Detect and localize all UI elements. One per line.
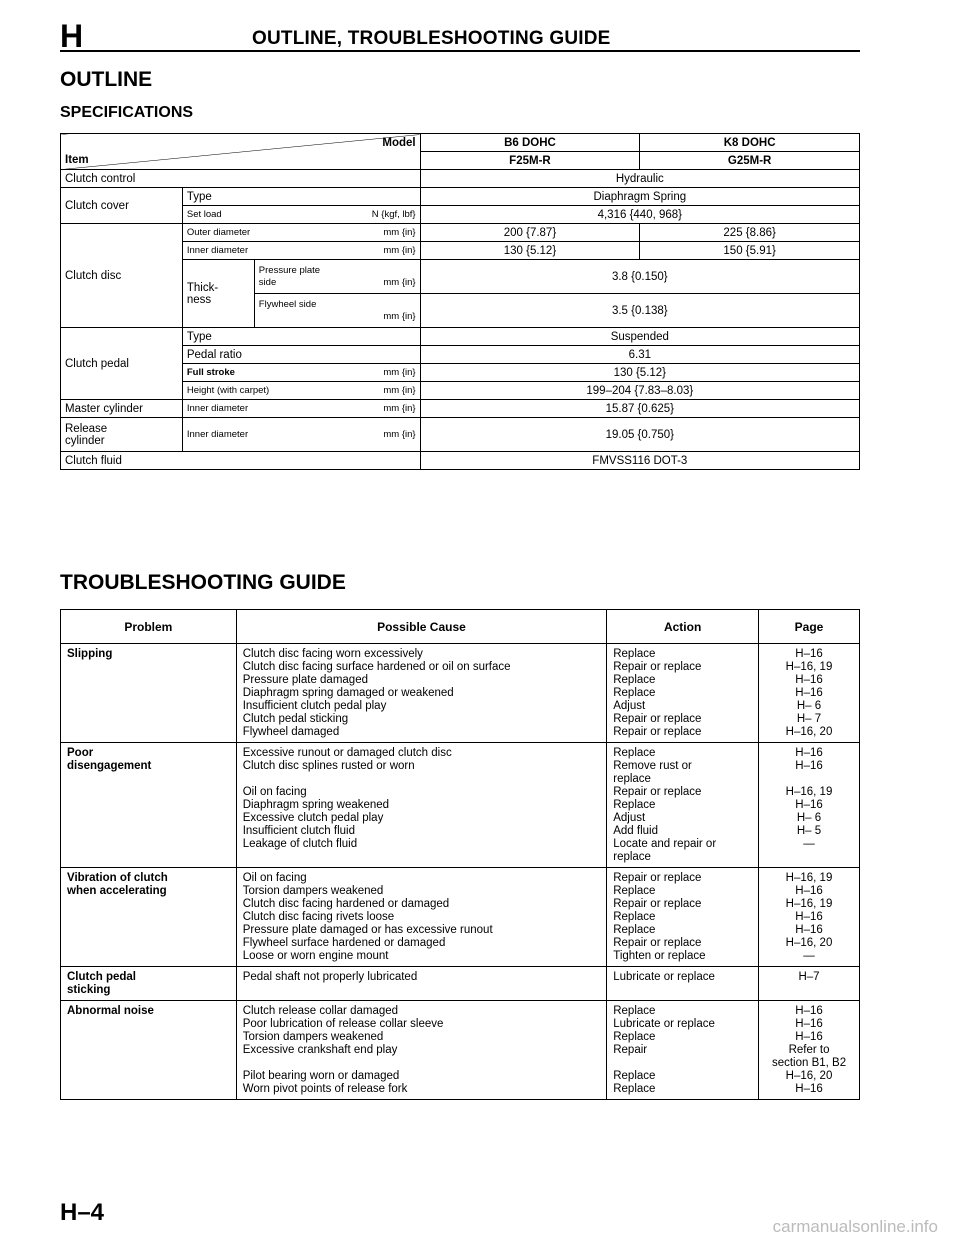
pressure-plate-value: 3.8 {0.150}	[420, 260, 859, 294]
section-letter: H	[60, 18, 84, 54]
inner-diameter-k8: 150 {5.91}	[640, 242, 860, 260]
pedal-type-value: Suspended	[420, 328, 859, 346]
problem-cell	[61, 743, 237, 868]
cell-line: Repair or replace	[613, 661, 702, 673]
cell-line: Replace	[613, 747, 656, 759]
outline-heading: OUTLINE	[60, 68, 153, 91]
outer-diameter-cell	[182, 224, 420, 242]
inner-diameter-cell	[182, 242, 420, 260]
cell-line: Loose or worn engine mount	[242, 950, 389, 962]
cell-line: Adjust	[613, 812, 646, 824]
thickness-label	[182, 260, 254, 328]
cell-line: Replace	[613, 1005, 656, 1017]
model-k8-trans: G25M-R	[640, 152, 860, 170]
cell-line: Replace	[613, 924, 656, 936]
cell-line: Clutch disc facing rivets loose	[242, 911, 395, 923]
cause-cell	[236, 644, 607, 743]
cell-line: —	[803, 838, 815, 850]
cell-line: H–16	[795, 674, 823, 686]
cell-line	[243, 773, 601, 786]
clutch-fluid-label: Clutch fluid	[61, 452, 421, 470]
cell-line: H–16	[795, 687, 823, 699]
pressure-plate-unit: mm {in}	[383, 276, 416, 288]
flywheel-side-cell	[254, 294, 420, 328]
cell-line: Abnormal noise	[67, 1005, 154, 1017]
cell-line: Replace	[613, 1070, 656, 1082]
cell-line: Replace	[613, 885, 656, 897]
full-stroke-label: Full stroke	[186, 366, 235, 378]
release-cylinder-sub-label: Inner diameter	[186, 428, 249, 440]
release-cylinder-unit: mm {in}	[383, 428, 416, 440]
full-stroke-unit: mm {in}	[383, 366, 416, 378]
master-cylinder-sub-label: Inner diameter	[186, 402, 249, 414]
cell-line: Diaphragm spring damaged or weakened	[242, 687, 454, 699]
cell-line: Pressure plate damaged or has excessive runout	[242, 924, 493, 936]
table-row	[61, 967, 860, 1001]
cell-line: sticking	[67, 984, 111, 996]
cell-line: Replace	[613, 1083, 656, 1095]
cell-line: H– 6	[796, 812, 822, 824]
full-stroke-value: 130 {5.12}	[420, 364, 859, 382]
cell-line: Remove rust or	[613, 760, 692, 772]
master-cylinder-value: 15.87 {0.625}	[420, 400, 859, 418]
cell-line: H–16, 19	[785, 661, 833, 673]
cell-line: Leakage of clutch fluid	[242, 838, 358, 850]
cell-line: Torsion dampers weakened	[242, 885, 384, 897]
cell-line: Worn pivot points of release fork	[242, 1083, 408, 1095]
cell-line: Pedal shaft not properly lubricated	[242, 971, 418, 983]
table-row	[61, 743, 860, 868]
cell-line: H–16	[795, 1018, 823, 1030]
cell-line: Excessive runout or damaged clutch disc	[242, 747, 452, 759]
cell-line: Clutch disc splines rusted or worn	[242, 760, 415, 772]
cell-line: Diaphragm spring weakened	[242, 799, 390, 811]
header-page: Page	[759, 610, 860, 644]
outer-diameter-k8: 225 {8.86}	[640, 224, 860, 242]
cell-line: when accelerating	[67, 885, 167, 897]
cell-line: Flywheel surface hardened or damaged	[242, 937, 446, 949]
release-cylinder-label	[61, 418, 183, 452]
problem-cell	[61, 1001, 237, 1100]
cell-line: Clutch release collar damaged	[242, 1005, 399, 1017]
cell-line: H–16	[795, 885, 823, 897]
cell-line: Slipping	[67, 648, 113, 660]
flywheel-side-unit: mm {in}	[383, 310, 416, 322]
cause-cell	[236, 967, 607, 1001]
cell-line: Oil on facing	[242, 786, 307, 798]
cell-line: Clutch pedal sticking	[242, 713, 349, 725]
master-cylinder-cell	[182, 400, 420, 418]
cell-line: Repair or replace	[613, 898, 702, 910]
cell-line: H–16	[795, 1083, 823, 1095]
model-k8-engine: K8 DOHC	[640, 134, 860, 152]
cell-line: replace	[613, 851, 651, 863]
cause-cell	[236, 868, 607, 967]
release-cylinder-value: 19.05 {0.750}	[420, 418, 859, 452]
cell-line: H– 7	[796, 713, 822, 725]
cell-line: Replace	[613, 687, 656, 699]
cell-line: Lubricate or replace	[613, 1018, 715, 1030]
cell-line: H–16, 20	[785, 726, 833, 738]
watermark: carmanualsonline.info	[772, 1217, 938, 1236]
cell-line	[243, 851, 601, 864]
clutch-disc-label: Clutch disc	[61, 224, 183, 328]
cell-line: Pressure plate damaged	[242, 674, 368, 686]
cell-line: H–7	[798, 971, 820, 983]
clutch-cover-type-label: Type	[182, 188, 420, 206]
model-label: Model	[382, 137, 416, 149]
master-cylinder-unit: mm {in}	[383, 402, 416, 414]
action-cell	[607, 1001, 759, 1100]
thickness-label-line-2: ness	[186, 293, 212, 306]
cell-line: H–16, 20	[785, 1070, 833, 1082]
cell-line: Excessive clutch pedal play	[242, 812, 384, 824]
cell-line: Clutch disc facing worn excessively	[242, 648, 423, 660]
cell-line: Poor	[67, 747, 94, 759]
page-cell	[759, 868, 860, 967]
pedal-height-value: 199–204 {7.83–8.03}	[420, 382, 859, 400]
page-number: H–4	[60, 1199, 105, 1226]
flywheel-side-label: Flywheel side	[258, 298, 317, 310]
clutch-cover-label: Clutch cover	[61, 188, 183, 224]
table-row	[61, 1001, 860, 1100]
cell-line: Replace	[613, 1031, 656, 1043]
page-cell	[759, 967, 860, 1001]
cell-line: H–16	[795, 911, 823, 923]
cell-line: —	[803, 950, 815, 962]
cell-line: Clutch pedal	[67, 971, 137, 983]
spec-header-diagonal-cell	[61, 134, 421, 170]
cell-line: Repair or replace	[613, 786, 702, 798]
release-cylinder-cell	[182, 418, 420, 452]
item-label: Item	[65, 154, 89, 166]
page-header	[60, 18, 860, 54]
model-b6-engine: B6 DOHC	[420, 134, 640, 152]
cell-line: Pilot bearing worn or damaged	[242, 1070, 400, 1082]
cell-line: Insufficient clutch pedal play	[242, 700, 387, 712]
release-cylinder-label-1: Release	[65, 422, 108, 435]
pedal-height-cell	[182, 382, 420, 400]
cell-line: H–16, 19	[785, 898, 833, 910]
cell-line: Repair or replace	[613, 726, 702, 738]
cell-line: H–16	[795, 924, 823, 936]
problem-cell	[61, 967, 237, 1001]
clutch-fluid-value: FMVSS116 DOT-3	[420, 452, 859, 470]
cell-line: Replace	[613, 674, 656, 686]
pressure-plate-cell	[254, 260, 420, 294]
outer-diameter-unit: mm {in}	[383, 226, 416, 238]
cell-line: H–16, 20	[785, 937, 833, 949]
cell-line: Poor lubrication of release collar sleeve	[242, 1018, 444, 1030]
inner-diameter-b6: 130 {5.12}	[420, 242, 640, 260]
setload-label-cell	[182, 206, 420, 224]
cell-line: Excessive crankshaft end play	[242, 1044, 398, 1056]
cell-line: H–16	[795, 1005, 823, 1017]
page-cell	[759, 1001, 860, 1100]
header-action: Action	[607, 610, 759, 644]
action-cell	[607, 868, 759, 967]
cell-line: Adjust	[613, 700, 646, 712]
cell-line: Replace	[613, 648, 656, 660]
flywheel-side-value: 3.5 {0.138}	[420, 294, 859, 328]
inner-diameter-label: Inner diameter	[186, 244, 249, 256]
cell-line: Repair or replace	[613, 713, 702, 725]
cell-line: H– 5	[796, 825, 822, 837]
cell-line: Oil on facing	[242, 872, 307, 884]
cell-line: H–16, 19	[785, 872, 833, 884]
cell-line: section B1, B2	[771, 1057, 847, 1069]
page-cell	[759, 743, 860, 868]
pressure-plate-label-1: Pressure plate	[258, 264, 321, 276]
setload-label: Set load	[186, 208, 222, 220]
cell-line: Repair or replace	[613, 937, 702, 949]
cell-line: Locate and repair or	[613, 838, 717, 850]
header-title: OUTLINE, TROUBLESHOOTING GUIDE	[252, 28, 611, 49]
cell-line: Repair	[613, 1044, 648, 1056]
cause-cell	[236, 743, 607, 868]
pedal-height-unit: mm {in}	[383, 384, 416, 396]
header-problem: Problem	[61, 610, 237, 644]
cell-line: Lubricate or replace	[613, 971, 715, 983]
cell-line	[765, 773, 853, 786]
pedal-ratio-label: Pedal ratio	[182, 346, 420, 364]
troubleshooting-heading: TROUBLESHOOTING GUIDE	[60, 571, 346, 594]
cell-line: Clutch disc facing surface hardened or oil on surface	[242, 661, 511, 673]
specifications-table	[60, 133, 860, 470]
release-cylinder-label-2: cylinder	[65, 434, 105, 447]
cell-line: replace	[613, 773, 651, 785]
cell-line	[243, 1057, 601, 1070]
cell-line: Repair or replace	[613, 872, 702, 884]
cause-cell	[236, 1001, 607, 1100]
cell-line: Replace	[613, 799, 656, 811]
cell-line: Refer to	[788, 1044, 830, 1056]
cell-line: H–16, 19	[785, 786, 833, 798]
header-possible-cause: Possible Cause	[236, 610, 607, 644]
outer-diameter-b6: 200 {7.87}	[420, 224, 640, 242]
cell-line: disengagement	[67, 760, 152, 772]
cell-line: Vibration of clutch	[67, 872, 168, 884]
clutch-cover-type-value: Diaphragm Spring	[420, 188, 859, 206]
pedal-ratio-value: 6.31	[420, 346, 859, 364]
model-b6-trans: F25M-R	[420, 152, 640, 170]
cell-line: H–16	[795, 760, 823, 772]
table-row	[61, 868, 860, 967]
clutch-control-value: Hydraulic	[420, 170, 859, 188]
cell-line: Flywheel damaged	[242, 726, 340, 738]
cell-line: H–16	[795, 648, 823, 660]
setload-unit: N {kgf, lbf}	[371, 208, 416, 220]
cell-line: Add fluid	[613, 825, 658, 837]
outer-diameter-label: Outer diameter	[186, 226, 251, 238]
troubleshooting-table	[60, 609, 860, 1100]
master-cylinder-label: Master cylinder	[61, 400, 183, 418]
inner-diameter-unit: mm {in}	[383, 244, 416, 256]
cell-line: H–16	[795, 1031, 823, 1043]
cell-line	[613, 1057, 752, 1070]
cell-line: Replace	[613, 911, 656, 923]
problem-cell	[61, 644, 237, 743]
pedal-type-label: Type	[182, 328, 420, 346]
action-cell	[607, 743, 759, 868]
specifications-heading: SPECIFICATIONS	[60, 104, 194, 121]
cell-line: H– 6	[796, 700, 822, 712]
cell-line: H–16	[795, 747, 823, 759]
page-cell	[759, 644, 860, 743]
thickness-label-line-1: Thick-	[186, 281, 219, 294]
full-stroke-cell	[182, 364, 420, 382]
clutch-control-label: Clutch control	[61, 170, 421, 188]
cell-line: Clutch disc facing hardened or damaged	[242, 898, 450, 910]
pedal-height-label: Height (with carpet)	[186, 384, 270, 396]
pressure-plate-label-2: side	[258, 276, 277, 288]
action-cell	[607, 644, 759, 743]
table-row	[61, 644, 860, 743]
cell-line: Tighten or replace	[613, 950, 706, 962]
cell-line: Insufficient clutch fluid	[242, 825, 355, 837]
cell-line: H–16	[795, 799, 823, 811]
clutch-pedal-label: Clutch pedal	[61, 328, 183, 400]
cell-line	[765, 851, 853, 864]
problem-cell	[61, 868, 237, 967]
action-cell	[607, 967, 759, 1001]
setload-value: 4,316 {440, 968}	[420, 206, 859, 224]
cell-line: Torsion dampers weakened	[242, 1031, 384, 1043]
